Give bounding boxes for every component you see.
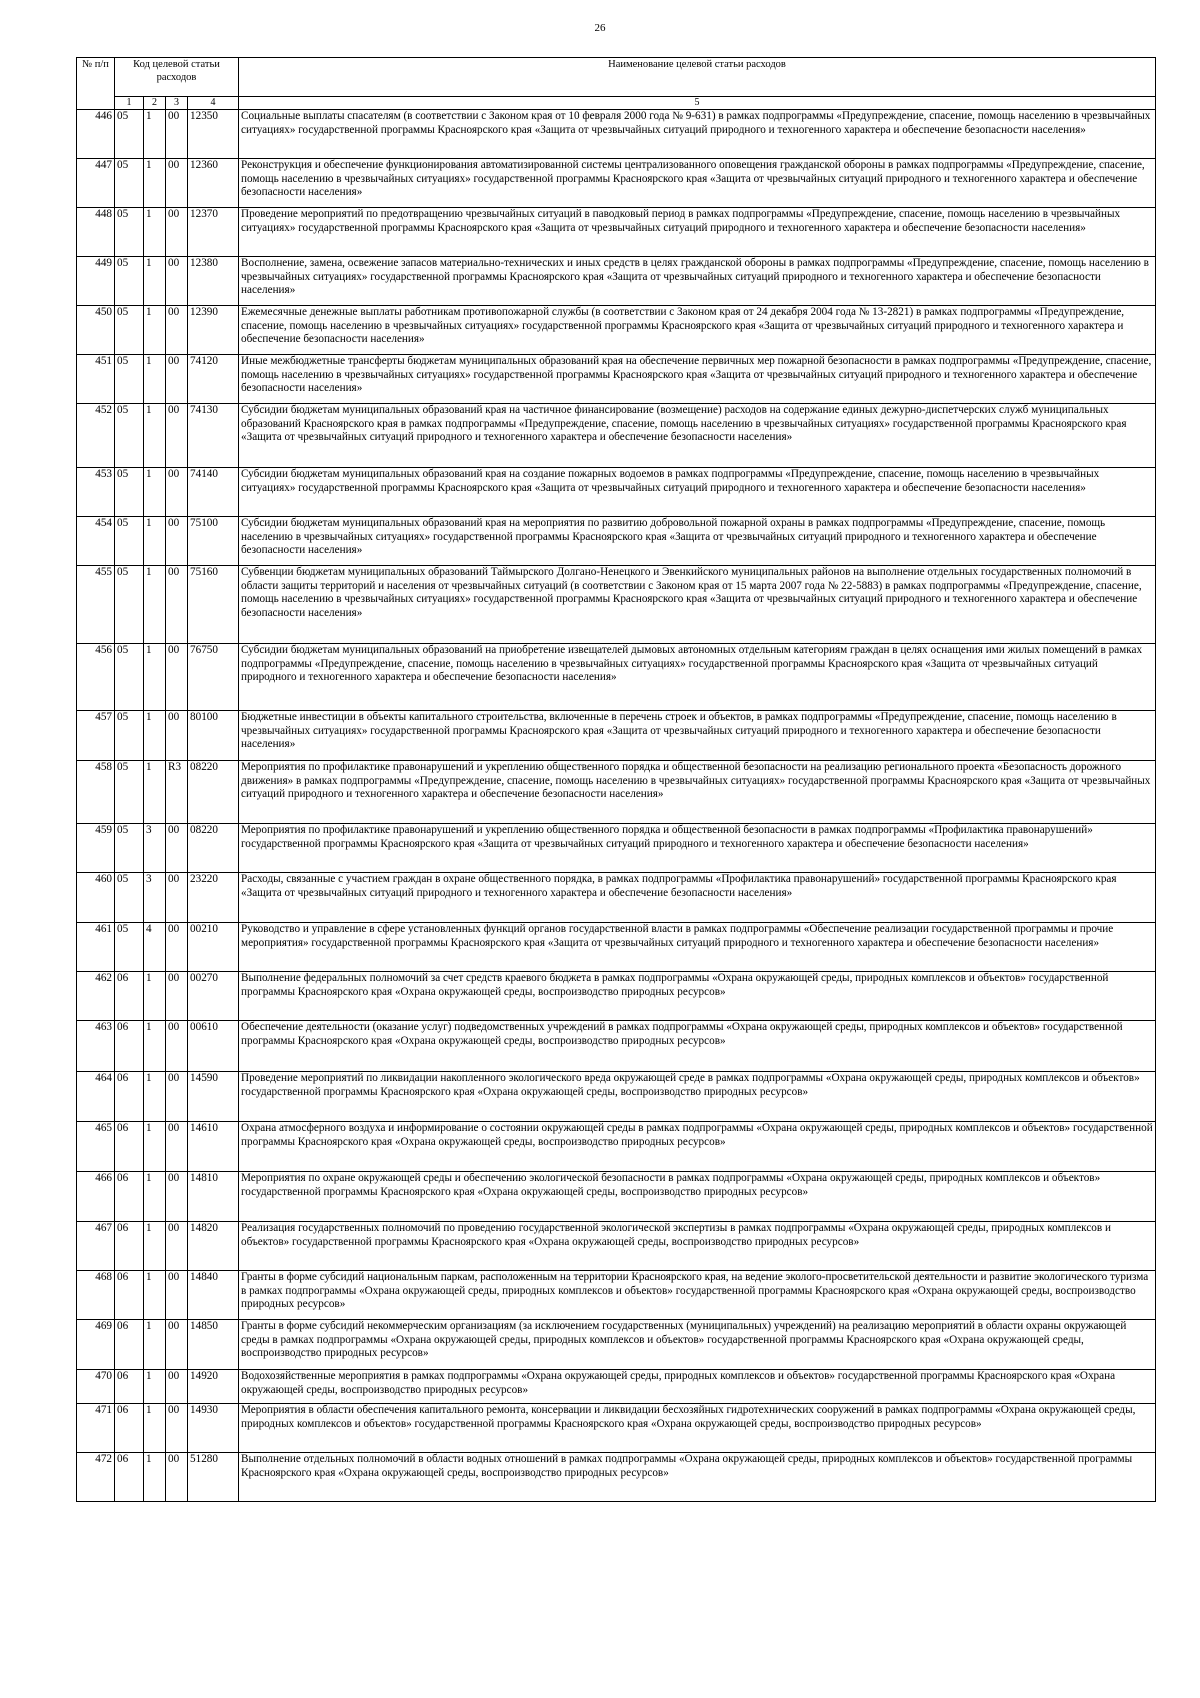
row-number: 463 — [77, 1021, 115, 1072]
row-number: 453 — [77, 468, 115, 517]
expense-name: Субвенции бюджетам муниципальных образований Таймырского Долгано-Ненецкого и Эвенкийского муниципальных районов на выполнение отдельных государственных полномочий в области защиты территорий и населения от чрезвычайных ситуаций (в соответствии с Законом края от 15 марта 2007 года № 22-5883) в рамках подпрограммы «Предупреждение, спасение, помощь населению в чрезвычайных ситуациях» государственной программы Красноярского края «Защита от чрезвычайных ситуаций природного и техногенного характера и обеспечение безопасности населения» — [239, 566, 1156, 644]
code-section: 06 — [115, 1404, 144, 1453]
expense-name: Мероприятия по профилактике правонарушений и укреплению общественного порядка и общественной безопасности на реализацию регионального проекта «Безопасность дорожного движения» в рамках подпрограммы «Предупреждение, спасение, помощь населению в чрезвычайных ситуациях» государственной программы Красноярского края «Защита от чрезвычайных ситуаций природного и техногенного характера и обеспечение безопасности населения» — [239, 761, 1156, 824]
table-row — [77, 257, 1156, 306]
code-direction: 00 — [166, 110, 188, 159]
code-expense: 14590 — [188, 1072, 239, 1122]
table-row — [77, 1453, 1156, 1502]
row-number: 456 — [77, 644, 115, 711]
expense-name: Водохозяйственные мероприятия в рамках подпрограммы «Охрана окружающей среды, природных комплексов и объектов» государственной программы Красноярского края «Охрана окружающей среды, воспроизводство природных ресурсов» — [239, 1370, 1156, 1404]
code-direction: 00 — [166, 468, 188, 517]
row-number: 465 — [77, 1122, 115, 1172]
code-expense: 12390 — [188, 306, 239, 355]
table-row — [77, 1021, 1156, 1072]
code-expense: 14810 — [188, 1172, 239, 1222]
code-direction: 00 — [166, 1172, 188, 1222]
code-section: 06 — [115, 1021, 144, 1072]
row-number: 469 — [77, 1320, 115, 1370]
code-section: 06 — [115, 1370, 144, 1404]
code-direction: 00 — [166, 355, 188, 404]
code-direction: 00 — [166, 923, 188, 972]
expense-name: Выполнение федеральных полномочий за счет средств краевого бюджета в рамках подпрограммы «Охрана окружающей среды, природных комплексов и объектов» государственной программы Красноярского края «Охрана окружающей среды, воспроизводство природных ресурсов» — [239, 972, 1156, 1021]
code-direction: 00 — [166, 1021, 188, 1072]
code-subprogram: 1 — [144, 644, 166, 711]
expense-name: Руководство и управление в сфере установленных функций органов государственной власти в рамках подпрограммы «Обеспечение реализации государственной программы и прочие мероприятия» государственной программы Красноярского края «Защита от чрезвычайных ситуаций природного и техногенного характера и обеспечение безопасности населения» — [239, 923, 1156, 972]
row-number: 455 — [77, 566, 115, 644]
code-section: 05 — [115, 208, 144, 257]
code-expense: 14820 — [188, 1222, 239, 1271]
code-section: 05 — [115, 517, 144, 566]
code-direction: 00 — [166, 1320, 188, 1370]
header-col-4: 4 — [188, 97, 239, 110]
code-section: 05 — [115, 923, 144, 972]
expense-name: Восполнение, замена, освежение запасов материально-технических и иных средств в целях гражданской обороны в рамках подпрограммы «Предупреждение, спасение, помощь населению в чрезвычайных ситуациях» государственной программы Красноярского края «Защита от чрезвычайных ситуаций природного и техногенного характера и обеспечение безопасности населения» — [239, 257, 1156, 306]
expense-name: Проведение мероприятий по ликвидации накопленного экологического вреда окружающей среде в рамках подпрограммы «Охрана окружающей среды, природных комплексов и объектов» государственной программы Красноярского края «Охрана окружающей среды, воспроизводство природных ресурсов» — [239, 1072, 1156, 1122]
header-col-3: 3 — [166, 97, 188, 110]
code-subprogram: 1 — [144, 1404, 166, 1453]
expense-name: Расходы, связанные с участием граждан в охране общественного порядка, в рамках подпрограммы «Профилактика правонарушений» государственной программы Красноярского края «Защита от чрезвычайных ситуаций природного и техногенного характера и обеспечение безопасности населения» — [239, 873, 1156, 923]
code-direction: 00 — [166, 517, 188, 566]
code-direction: 00 — [166, 566, 188, 644]
code-expense: 76750 — [188, 644, 239, 711]
page-number: 26 — [594, 22, 606, 34]
code-section: 05 — [115, 404, 144, 468]
code-subprogram: 1 — [144, 711, 166, 761]
code-section: 05 — [115, 468, 144, 517]
code-expense: 51280 — [188, 1453, 239, 1502]
code-expense: 00610 — [188, 1021, 239, 1072]
code-expense: 75160 — [188, 566, 239, 644]
row-number: 458 — [77, 761, 115, 824]
code-expense: 74120 — [188, 355, 239, 404]
row-number: 454 — [77, 517, 115, 566]
expense-name: Выполнение отдельных полномочий в области водных отношений в рамках подпрограммы «Охрана окружающей среды, природных комплексов и объектов» государственной программы Красноярского края «Охрана окружающей среды, воспроизводство природных ресурсов» — [239, 1453, 1156, 1502]
code-section: 06 — [115, 1122, 144, 1172]
code-expense: 74130 — [188, 404, 239, 468]
table-row — [77, 355, 1156, 404]
code-section: 06 — [115, 1453, 144, 1502]
row-number: 462 — [77, 972, 115, 1021]
code-subprogram: 3 — [144, 824, 166, 873]
code-expense: 23220 — [188, 873, 239, 923]
code-section: 06 — [115, 972, 144, 1021]
code-subprogram: 1 — [144, 1172, 166, 1222]
target-expense-table — [76, 57, 1156, 1502]
table-row — [77, 306, 1156, 355]
expense-name: Мероприятия по охране окружающей среды и обеспечению экологической безопасности в рамках подпрограммы «Охрана окружающей среды, природных комплексов и объектов» государственной программы Красноярского края «Охрана окружающей среды, воспроизводство природных ресурсов» — [239, 1172, 1156, 1222]
expense-name: Субсидии бюджетам муниципальных образований края на частичное финансирование (возмещение) расходов на содержание единых дежурно-диспетчерских служб муниципальных образований Красноярского края в рамках подпрограммы «Предупреждение, спасение, помощь населению в чрезвычайных ситуациях» государственной программы Красноярского края «Защита от чрезвычайных ситуаций природного и техногенного характера и обеспечение безопасности населения» — [239, 404, 1156, 468]
header-col-5: 5 — [239, 97, 1156, 110]
expense-name: Мероприятия в области обеспечения капитального ремонта, консервации и ликвидации бесхозяйных гидротехнических сооружений в рамках подпрограммы «Охрана окружающей среды, природных комплексов и объектов» государственной программы Красноярского края «Охрана окружающей среды, воспроизводство природных ресурсов» — [239, 1404, 1156, 1453]
code-subprogram: 3 — [144, 873, 166, 923]
code-direction: 00 — [166, 873, 188, 923]
expense-name: Обеспечение деятельности (оказание услуг) подведомственных учреждений в рамках подпрограммы «Охрана окружающей среды, природных комплексов и объектов» государственной программы Красноярского края «Охрана окружающей среды, воспроизводство природных ресурсов» — [239, 1021, 1156, 1072]
expense-name: Ежемесячные денежные выплаты работникам противопожарной службы (в соответствии с Законом края от 24 декабря 2004 года № 13-2821) в рамках подпрограммы «Предупреждение, спасение, помощь населению в чрезвычайных ситуациях» государственной программы Красноярского края «Защита от чрезвычайных ситуаций природного и техногенного характера и обеспечение безопасности населения» — [239, 306, 1156, 355]
expense-name: Охрана атмосферного воздуха и информирование о состоянии окружающей среды в рамках подпрограммы «Охрана окружающей среды, природных комплексов и объектов» государственной программы Красноярского края «Охрана окружающей среды, воспроизводство природных ресурсов» — [239, 1122, 1156, 1172]
row-number: 466 — [77, 1172, 115, 1222]
code-subprogram: 1 — [144, 566, 166, 644]
header-col-1: 1 — [115, 97, 144, 110]
code-direction: 00 — [166, 1453, 188, 1502]
code-direction: 00 — [166, 1222, 188, 1271]
header-code-group: Код целевой статьи расходов — [115, 58, 239, 97]
code-subprogram: 1 — [144, 761, 166, 824]
code-subprogram: 1 — [144, 208, 166, 257]
row-number: 447 — [77, 159, 115, 208]
code-subprogram: 1 — [144, 1320, 166, 1370]
code-subprogram: 1 — [144, 468, 166, 517]
code-section: 06 — [115, 1271, 144, 1320]
table-row — [77, 1122, 1156, 1172]
table-row — [77, 923, 1156, 972]
code-section: 06 — [115, 1172, 144, 1222]
code-expense: 12380 — [188, 257, 239, 306]
expense-name: Реализация государственных полномочий по проведению государственной экологической экспертизы в рамках подпрограммы «Охрана окружающей среды, природных комплексов и объектов» государственной программы Красноярского края «Охрана окружающей среды, воспроизводство природных ресурсов» — [239, 1222, 1156, 1271]
code-subprogram: 1 — [144, 1271, 166, 1320]
table-row — [77, 1320, 1156, 1370]
code-expense: 14840 — [188, 1271, 239, 1320]
code-expense: 14610 — [188, 1122, 239, 1172]
code-direction: 00 — [166, 1122, 188, 1172]
code-expense: 00210 — [188, 923, 239, 972]
code-section: 05 — [115, 159, 144, 208]
code-subprogram: 1 — [144, 306, 166, 355]
table-body — [77, 110, 1156, 1502]
row-number: 472 — [77, 1453, 115, 1502]
code-subprogram: 1 — [144, 517, 166, 566]
code-subprogram: 1 — [144, 1021, 166, 1072]
code-section: 06 — [115, 1072, 144, 1122]
expense-name: Субсидии бюджетам муниципальных образований на приобретение извещателей дымовых автономных отдельным категориям граждан в целях оснащения ими жилых помещений в рамках подпрограммы «Предупреждение, спасение, помощь населению в чрезвычайных ситуациях» государственной программы Красноярского края «Защита от чрезвычайных ситуаций природного и техногенного характера и обеспечение безопасности населения» — [239, 644, 1156, 711]
code-section: 05 — [115, 824, 144, 873]
code-expense: 14920 — [188, 1370, 239, 1404]
table-row — [77, 110, 1156, 159]
code-expense: 14850 — [188, 1320, 239, 1370]
code-subprogram: 1 — [144, 355, 166, 404]
code-subprogram: 1 — [144, 1122, 166, 1172]
table-row — [77, 711, 1156, 761]
code-expense: 08220 — [188, 761, 239, 824]
table-row — [77, 517, 1156, 566]
code-direction: 00 — [166, 711, 188, 761]
table-row — [77, 761, 1156, 824]
table-row — [77, 1370, 1156, 1404]
code-expense: 12370 — [188, 208, 239, 257]
code-section: 05 — [115, 873, 144, 923]
code-section: 05 — [115, 644, 144, 711]
row-number: 464 — [77, 1072, 115, 1122]
code-expense: 12360 — [188, 159, 239, 208]
code-direction: 00 — [166, 824, 188, 873]
row-number: 452 — [77, 404, 115, 468]
expense-name: Субсидии бюджетам муниципальных образований края на мероприятия по развитию добровольной пожарной охраны в рамках подпрограммы «Предупреждение, спасение, помощь населению в чрезвычайных ситуациях» государственной программы Красноярского края «Защита от чрезвычайных ситуаций природного и техногенного характера и обеспечение безопасности населения» — [239, 517, 1156, 566]
code-direction: 00 — [166, 257, 188, 306]
code-subprogram: 1 — [144, 972, 166, 1021]
code-direction: 00 — [166, 1072, 188, 1122]
row-number: 468 — [77, 1271, 115, 1320]
expense-name: Проведение мероприятий по предотвращению чрезвычайных ситуаций в паводковый период в рамках подпрограммы «Предупреждение, спасение, помощь населению в чрезвычайных ситуациях» государственной программы Красноярского края «Защита от чрезвычайных ситуаций природного и техногенного характера и обеспечение безопасности населения» — [239, 208, 1156, 257]
code-expense: 08220 — [188, 824, 239, 873]
header-num: № п/п — [77, 58, 115, 110]
code-expense: 00270 — [188, 972, 239, 1021]
code-direction: 00 — [166, 1370, 188, 1404]
code-direction: 00 — [166, 644, 188, 711]
row-number: 450 — [77, 306, 115, 355]
table-row — [77, 404, 1156, 468]
code-section: 05 — [115, 761, 144, 824]
expense-name: Мероприятия по профилактике правонарушений и укреплению общественного порядка и общественной безопасности в рамках подпрограммы «Профилактика правонарушений» государственной программы Красноярского края «Защита от чрезвычайных ситуаций природного и техногенного характера и обеспечение безопасности населения» — [239, 824, 1156, 873]
code-section: 06 — [115, 1320, 144, 1370]
code-subprogram: 4 — [144, 923, 166, 972]
table-row — [77, 873, 1156, 923]
table-row — [77, 566, 1156, 644]
table-row — [77, 1222, 1156, 1271]
code-section: 05 — [115, 110, 144, 159]
code-subprogram: 1 — [144, 1072, 166, 1122]
row-number: 461 — [77, 923, 115, 972]
expense-name: Социальные выплаты спасателям (в соответствии с Законом края от 10 февраля 2000 года № 9-631) в рамках подпрограммы «Предупреждение, спасение, помощь населению в чрезвычайных ситуациях» государственной программы Красноярского края «Защита от чрезвычайных ситуаций природного и техногенного характера и обеспечение безопасности населения» — [239, 110, 1156, 159]
table-row — [77, 824, 1156, 873]
code-subprogram: 1 — [144, 1453, 166, 1502]
expense-name: Гранты в форме субсидий национальным паркам, расположенным на территории Красноярского края, на ведение эколого-просветительской деятельности и развитие экологического туризма в рамках подпрограммы «Охрана окружающей среды, природных комплексов и объектов» государственной программы Красноярского края «Охрана окружающей среды, воспроизводство природных ресурсов» — [239, 1271, 1156, 1320]
row-number: 459 — [77, 824, 115, 873]
code-expense: 74140 — [188, 468, 239, 517]
code-subprogram: 1 — [144, 404, 166, 468]
table-row — [77, 208, 1156, 257]
code-subprogram: 1 — [144, 1370, 166, 1404]
row-number: 451 — [77, 355, 115, 404]
code-subprogram: 1 — [144, 110, 166, 159]
table-row — [77, 972, 1156, 1021]
code-subprogram: 1 — [144, 159, 166, 208]
code-section: 05 — [115, 566, 144, 644]
code-direction: 00 — [166, 159, 188, 208]
code-direction: 00 — [166, 208, 188, 257]
code-direction: 00 — [166, 1404, 188, 1453]
code-expense: 14930 — [188, 1404, 239, 1453]
row-number: 457 — [77, 711, 115, 761]
row-number: 448 — [77, 208, 115, 257]
expense-name: Реконструкция и обеспечение функционирования автоматизированной системы централизованного оповещения гражданской обороны в рамках подпрограммы «Предупреждение, спасение, помощь населению в чрезвычайных ситуациях» государственной программы Красноярского края «Защита от чрезвычайных ситуаций природного и техногенного характера и обеспечение безопасности населения» — [239, 159, 1156, 208]
code-direction: 00 — [166, 1271, 188, 1320]
code-section: 06 — [115, 1222, 144, 1271]
table-row — [77, 644, 1156, 711]
table-row — [77, 1404, 1156, 1453]
row-number: 460 — [77, 873, 115, 923]
expense-name: Гранты в форме субсидий некоммерческим организациям (за исключением государственных (муниципальных) учреждений) на реализацию мероприятий в области охраны окружающей среды в рамках подпрограммы «Охрана окружающей среды, природных комплексов и объектов» государственной программы Красноярского края «Охрана окружающей среды, воспроизводство природных ресурсов» — [239, 1320, 1156, 1370]
expense-name: Иные межбюджетные трансферты бюджетам муниципальных образований края на обеспечение первичных мер пожарной безопасности в рамках подпрограммы «Предупреждение, спасение, помощь населению в чрезвычайных ситуациях» государственной программы Красноярского края «Защита от чрезвычайных ситуаций природного и техногенного характера и обеспечение безопасности населения» — [239, 355, 1156, 404]
expense-name: Субсидии бюджетам муниципальных образований края на создание пожарных водоемов в рамках подпрограммы «Предупреждение, спасение, помощь населению в чрезвычайных ситуациях» государственной программы Красноярского края «Защита от чрезвычайных ситуаций природного и техногенного характера и обеспечение безопасности населения» — [239, 468, 1156, 517]
code-section: 05 — [115, 306, 144, 355]
code-expense: 75100 — [188, 517, 239, 566]
code-direction: R3 — [166, 761, 188, 824]
row-number: 470 — [77, 1370, 115, 1404]
code-subprogram: 1 — [144, 257, 166, 306]
table-row — [77, 468, 1156, 517]
code-direction: 00 — [166, 306, 188, 355]
code-section: 05 — [115, 257, 144, 306]
row-number: 467 — [77, 1222, 115, 1271]
code-direction: 00 — [166, 404, 188, 468]
row-number: 471 — [77, 1404, 115, 1453]
code-expense: 12350 — [188, 110, 239, 159]
code-section: 05 — [115, 711, 144, 761]
code-direction: 00 — [166, 972, 188, 1021]
table-row — [77, 159, 1156, 208]
row-number: 449 — [77, 257, 115, 306]
code-section: 05 — [115, 355, 144, 404]
expense-name: Бюджетные инвестиции в объекты капитального строительства, включенные в перечень строек и объектов, в рамках подпрограммы «Предупреждение, спасение, помощь населению в чрезвычайных ситуациях» государственной программы Красноярского края «Защита от чрезвычайных ситуаций природного и техногенного характера и обеспечение безопасности населения» — [239, 711, 1156, 761]
code-subprogram: 1 — [144, 1222, 166, 1271]
header-col-2: 2 — [144, 97, 166, 110]
row-number: 446 — [77, 110, 115, 159]
code-expense: 80100 — [188, 711, 239, 761]
table-row — [77, 1172, 1156, 1222]
table-row — [77, 1271, 1156, 1320]
table-row — [77, 1072, 1156, 1122]
header-name: Наименование целевой статьи расходов — [239, 58, 1156, 97]
